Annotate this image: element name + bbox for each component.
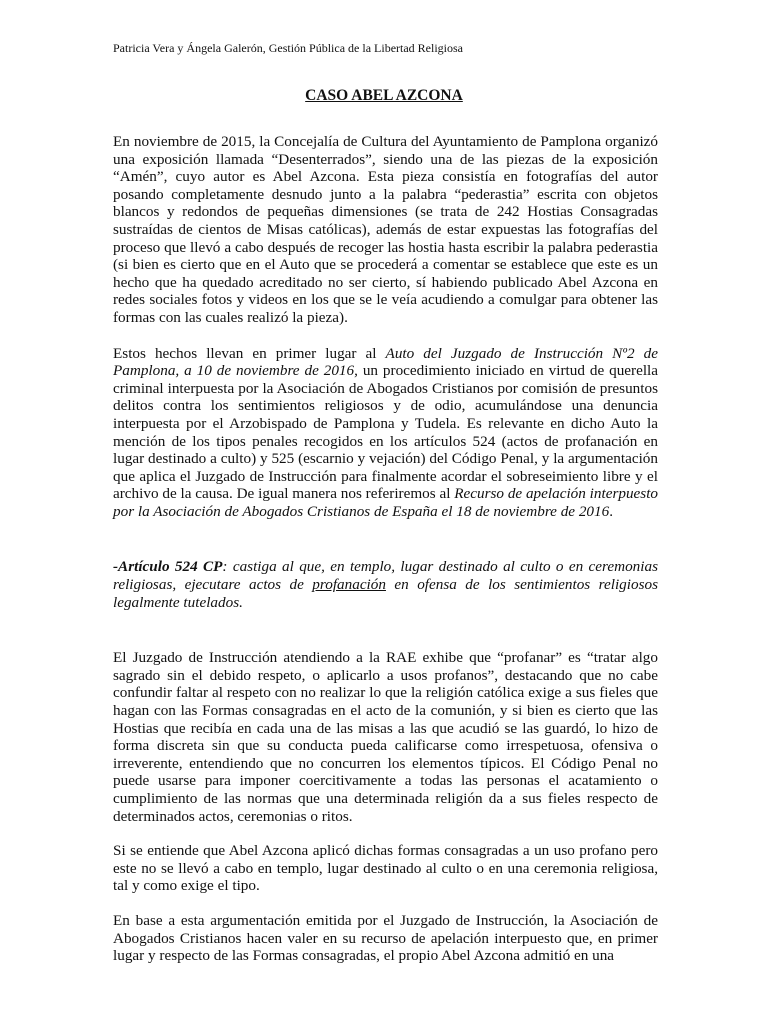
article-524-text-1: : castiga al que, en templo, lugar destinado al culto o en ceremonias religiosas, ejecutare actos de: [113, 558, 658, 594]
article-524-quote: [113, 558, 658, 611]
paragraph-facts-text-3: .: [609, 502, 614, 520]
auto-citation: Auto del Juzgado de Instrucción Nº2 de Pamplona, a 10 de noviembre de 2016: [113, 344, 658, 380]
paragraph-facts: [113, 345, 658, 521]
running-head: Patricia Vera y Ángela Galerón, Gestión Pública de la Libertad Religiosa: [113, 41, 464, 55]
page-title: CASO ABEL AZCONA: [305, 87, 463, 104]
article-524-text-2: en ofensa de los sentimientos religiosos legalmente tutelados.: [113, 576, 658, 611]
article-524-label: -Artículo 524 CP: [113, 558, 223, 576]
recurso-citation: Recurso de apelación interpuesto por la Asociación de Abogados Cristianos de España el 18 de noviembre de 2016: [113, 485, 659, 520]
paragraph-juzgado: El Juzgado de Instrucción atendiendo a la RAE exhibe que “profanar” es “tratar algo sagrado sin el debido respeto, o aplicarlo a usos profanos”, destacando que no cabe confundir faltar al respeto con no realizar lo que la religión católica exige a sus fieles que hagan con las Formas consagradas en el acto de la comunión, y si bien es cierto que las Hostias que recibía en cada una de las misas a las que acudió se las guardó, lo hizo de forma discreta sin que su conducta pueda calificarse como irrespetuosa, ofensiva o irreverente, entendiendo que no concurren los elementos típicos. El Código Penal no puede usarse para imponer coercitivamente a todas las personas el acatamiento o cumplimiento de las normas que una determinada religión da a sus fieles respecto de determinados actos, ceremonias o ritos.: [113, 649, 658, 825]
document-body: [113, 133, 658, 965]
paragraph-facts-text-1: Estos hechos llevan en primer lugar al: [113, 344, 386, 362]
paragraph-recurso: En base a esta argumentación emitida por el Juzgado de Instrucción, la Asociación de Abogados Cristianos hacen valer en su recurso de apelación interpuesto que, en primer lugar y respecto de las Formas consagradas, el propio Abel Azcona admitió en una: [113, 911, 658, 965]
paragraph-facts-text-2: , un procedimiento iniciado en virtud de querella criminal interpuesta por la Asociación de Abogados Cristianos por comisión de presuntos delitos contra los sentimientos religiosos y de odio, acumulándose una denuncia interpuesta por el Arzobispado de Pamplona y Tudela. Es relevante en dicho Auto la mención de los tipos penales recogidos en los artículos 524 (actos de profanación en lugar destinado a culto) y 525 (escarnio y vejación) del Código Penal, y la argumentación que aplica el Juzgado de Instrucción para finalmente acordar el sobreseimiento libre y el archivo de la causa. De igual manera nos referiremos al: [113, 362, 659, 503]
paragraph-intro: En noviembre de 2015, la Concejalía de Cultura del Ayuntamiento de Pamplona organizó una exposición llamada “Desenterrados”, siendo una de las piezas de la exposición “Amén”, cuyo autor es Abel Azcona. Esta pieza consistía en fotografías del autor posando completamente desnudo junto a la palabra “pederastia” escrita con objetos blancos y redondos de pequeñas dimensiones (se trata de 242 Hostias Consagradas sustraídas de cientos de Misas católicas), además de estar expuestas las fotografías del proceso que llevó a cabo después de recoger las hostia hasta escribir la palabra pederastia (si bien es cierto que en el Auto que se procederá a comentar se establece que este es un hecho que ha quedado acreditado no ser cierto, sí habiendo publicado Abel Azcona en redes sociales fotos y videos en los que se le veía acudiendo a comulgar para obtener las formas con las cuales realizó la pieza).: [113, 133, 658, 326]
article-524-underlined: profanación: [312, 576, 386, 594]
paragraph-uso-profano: Si se entiende que Abel Azcona aplicó dichas formas consagradas a un uso profano pero este no se llevó a cabo en templo, lugar destinado al culto o en una ceremonia religiosa, tal y como exige el tipo.: [113, 842, 658, 895]
